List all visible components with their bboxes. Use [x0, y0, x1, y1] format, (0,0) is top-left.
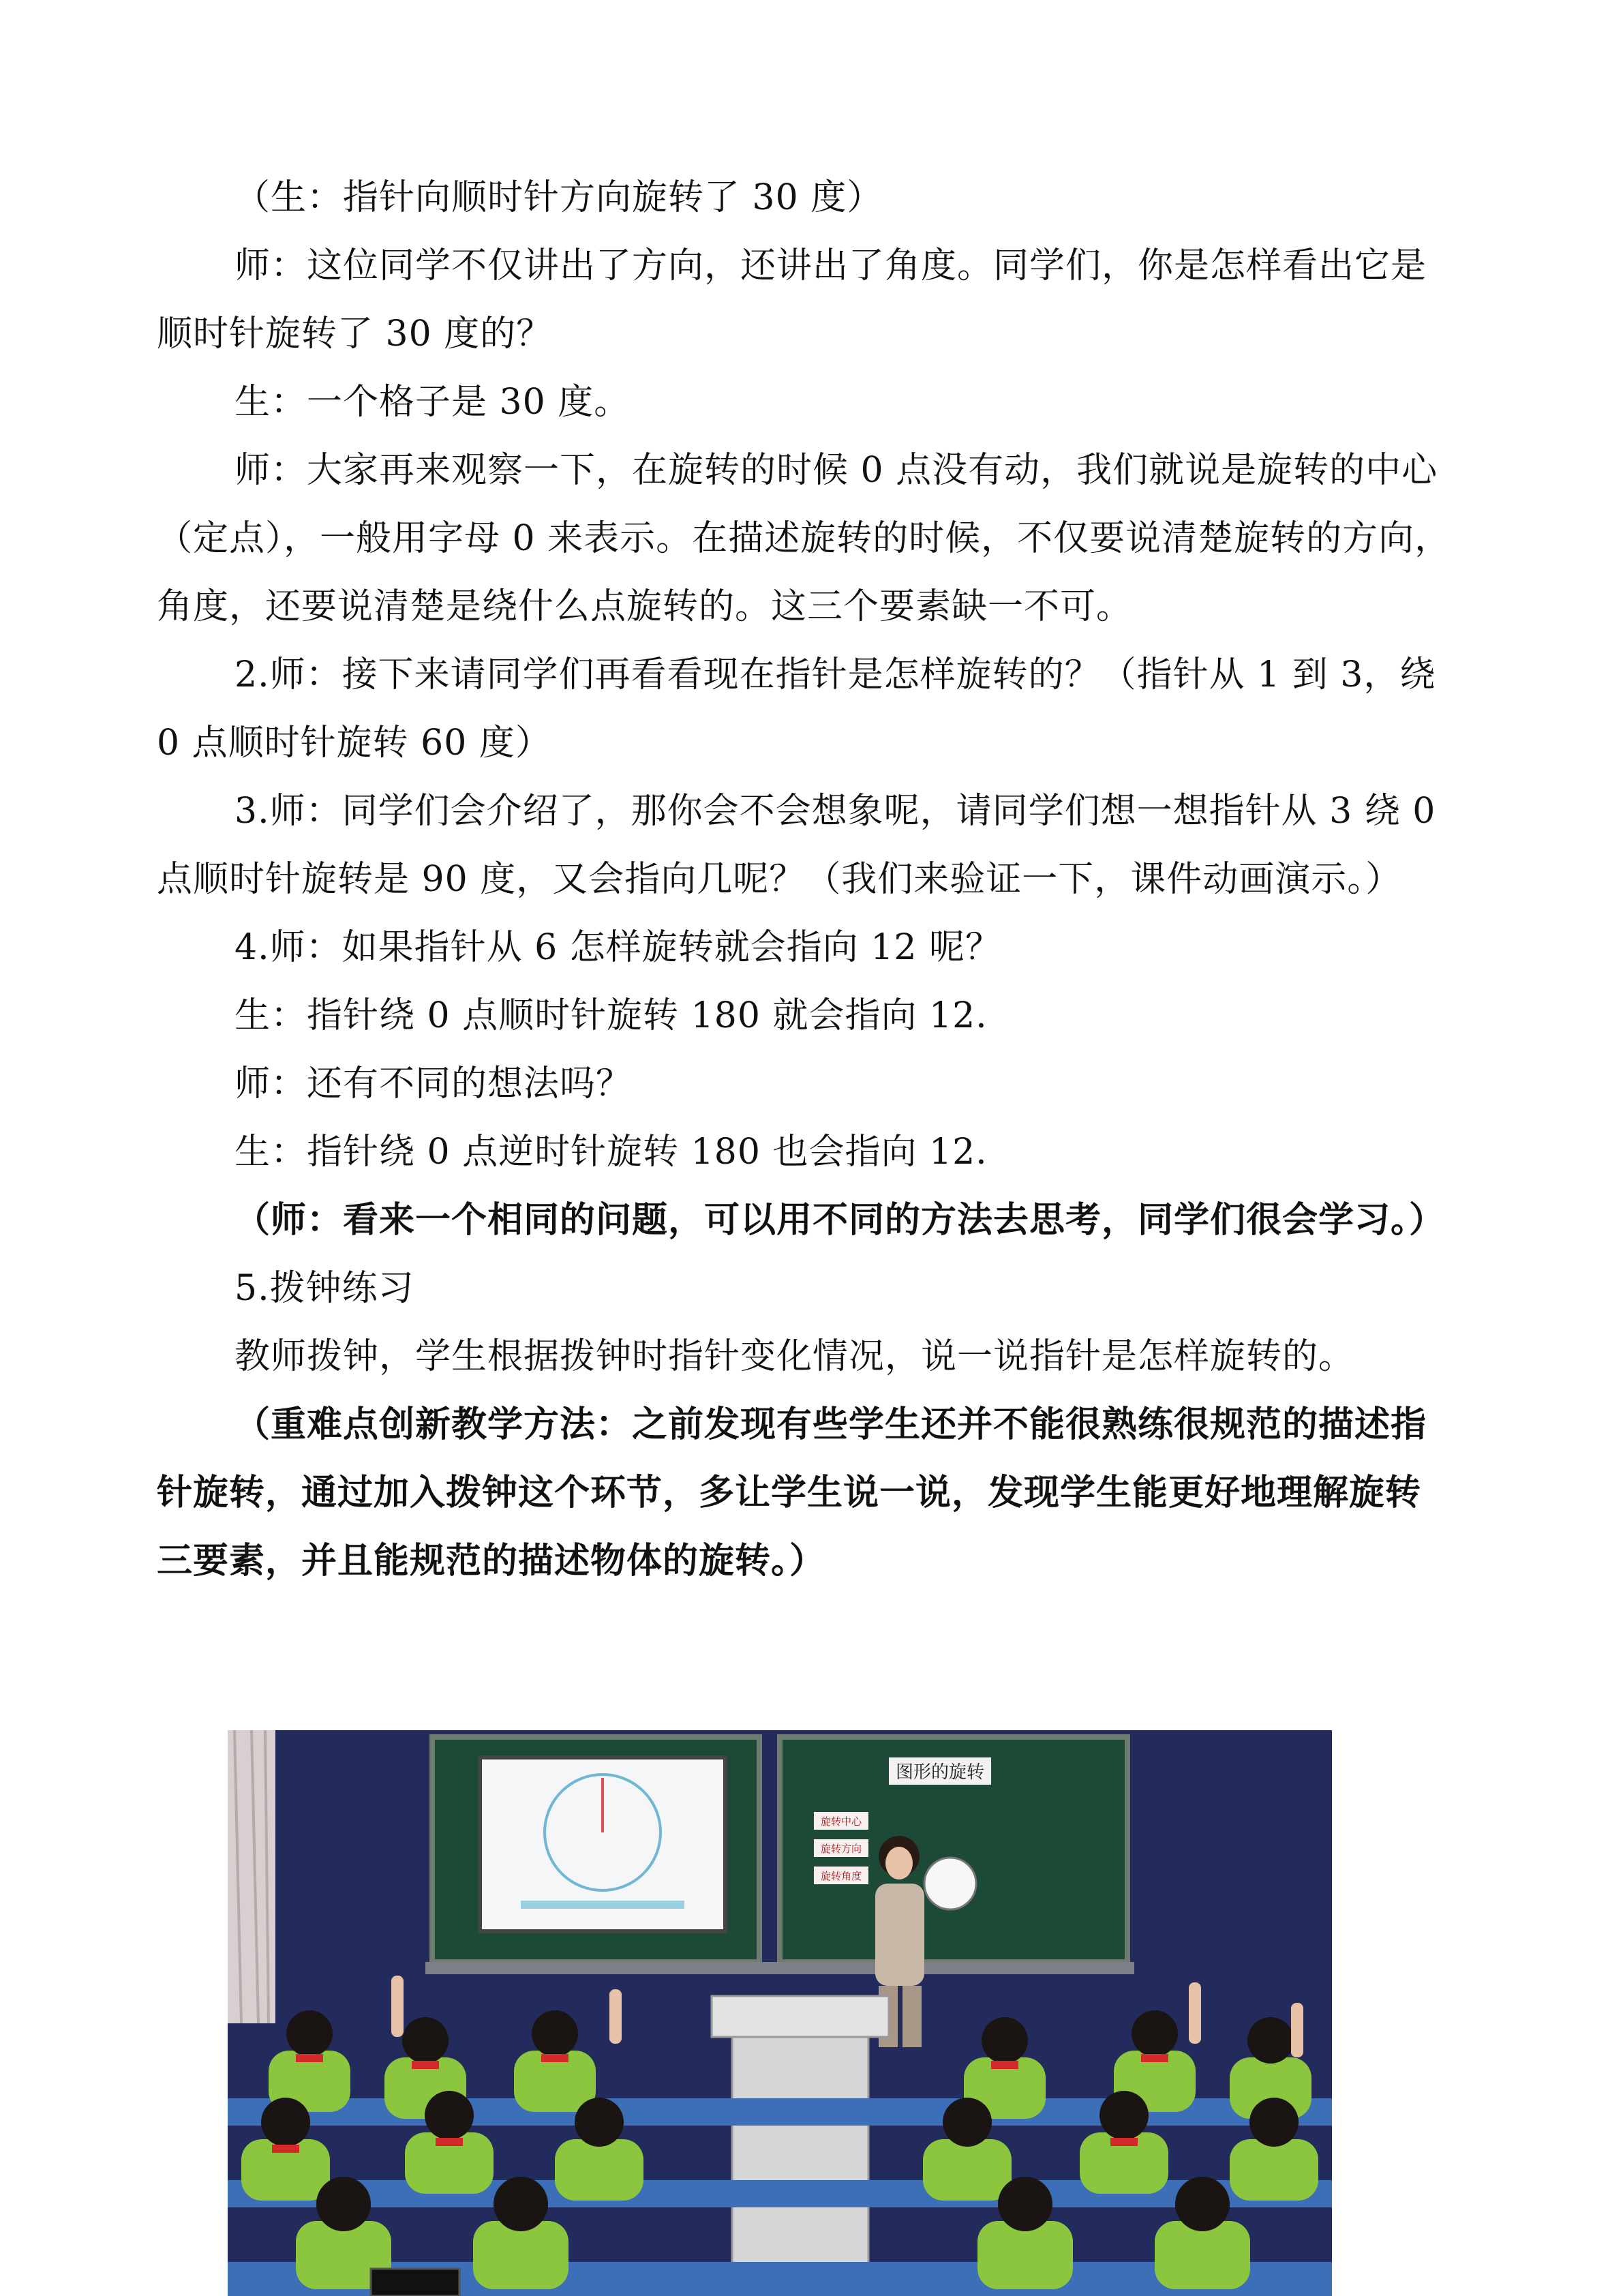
paragraph-4: 师：大家再来观察一下，在旋转的时候 0 点没有动，我们就说是旋转的中心（定点），一般用字母 0 来表示。在描述旋转的时候，不仅要说清楚旋转的方向，角度，还要说清楚是绕什么点旋转的。这三个要素缺一不可。 [157, 450, 1451, 627]
board-card-1-label: 旋转中心 [820, 1815, 862, 1828]
clock-model [924, 1858, 976, 1909]
paragraph-9: 师：还有不同的想法吗？ [234, 1063, 633, 1104]
paragraph-1: （生：指针向顺时针方向旋转了 30 度） [234, 177, 883, 218]
body-text [157, 164, 1455, 1595]
paragraph-7: 4.师：如果指针从 6 怎样旋转就会指向 12 呢？ [234, 927, 1001, 968]
classroom-photo [228, 1730, 1332, 2296]
board-title: 图形的旋转 [895, 1762, 985, 1783]
paragraph-11-bold: （师：看来一个相同的问题，可以用不同的方法去思考，同学们很会学习。） [234, 1199, 1446, 1241]
paragraph-3: 生：一个格子是 30 度。 [234, 382, 631, 423]
classroom-illustration [228, 1730, 1332, 2296]
paragraph-2: 师：这位同学不仅讲出了方向，还讲出了角度。同学们，你是怎样看出它是顺时针旋转了 30 度的？ [157, 245, 1427, 354]
paragraph-5: 2.师：接下来请同学们再看看现在指针是怎样旋转的？（指针从 1 到 3，绕 0 点顺时针旋转 60 度） [157, 654, 1436, 764]
paragraph-10: 生：指针绕 0 点逆时针旋转 180 也会指向 12. [234, 1132, 988, 1173]
paragraph-14-bold: （重难点创新教学方法：之前发现有些学生还并不能很熟练很规范的描述指针旋转，通过加入拨钟这个环节，多让学生说一说，发现学生能更好地理解旋转三要素，并且能规范的描述物体的旋转。） [157, 1404, 1427, 1582]
podium [732, 2037, 868, 2296]
paragraph-12: 5.拨钟练习 [234, 1268, 414, 1309]
desk-row-2 [228, 2180, 1332, 2207]
board-card-2-label: 旋转方向 [820, 1843, 862, 1855]
paragraph-6: 3.师：同学们会介绍了，那你会不会想象呢，请同学们想一想指针从 3 绕 0 点顺时针旋转是 90 度，又会指向几呢？（我们来验证一下，课件动画演示。） [157, 791, 1436, 900]
small-monitor [371, 2269, 459, 2296]
paragraph-13: 教师拨钟，学生根据拨钟时指针变化情况，说一说指针是怎样旋转的。 [234, 1336, 1355, 1377]
paragraph-8: 生：指针绕 0 点顺时针旋转 180 就会指向 12. [234, 995, 988, 1036]
podium-top [712, 1996, 889, 2037]
board-card-3-label: 旋转角度 [820, 1870, 862, 1882]
